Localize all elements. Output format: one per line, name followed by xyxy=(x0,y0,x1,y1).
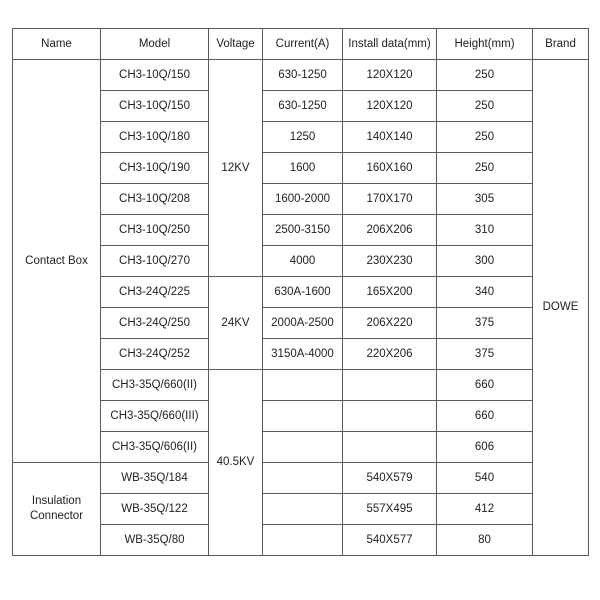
height-cell: 660 xyxy=(437,401,533,432)
table-row xyxy=(13,463,589,494)
model-cell: CH3-10Q/180 xyxy=(101,122,209,153)
install-cell: 540X579 xyxy=(343,463,437,494)
model-cell: CH3-24Q/252 xyxy=(101,339,209,370)
install-cell xyxy=(343,370,437,401)
height-cell: 80 xyxy=(437,525,533,556)
install-cell: 170X170 xyxy=(343,184,437,215)
model-cell: CH3-35Q/660(II) xyxy=(101,370,209,401)
header-current: Current(A) xyxy=(263,29,343,60)
model-cell: CH3-24Q/225 xyxy=(101,277,209,308)
header-install: Install data(mm) xyxy=(343,29,437,60)
current-cell xyxy=(263,525,343,556)
current-cell: 3150A-4000 xyxy=(263,339,343,370)
height-cell: 375 xyxy=(437,339,533,370)
table-row xyxy=(13,60,589,91)
header-model: Model xyxy=(101,29,209,60)
current-cell: 1600-2000 xyxy=(263,184,343,215)
model-cell: CH3-10Q/250 xyxy=(101,215,209,246)
install-cell: 140X140 xyxy=(343,122,437,153)
height-cell: 660 xyxy=(437,370,533,401)
install-cell: 220X206 xyxy=(343,339,437,370)
current-cell xyxy=(263,401,343,432)
current-cell: 630A-1600 xyxy=(263,277,343,308)
model-cell: CH3-10Q/270 xyxy=(101,246,209,277)
height-cell: 540 xyxy=(437,463,533,494)
height-cell: 340 xyxy=(437,277,533,308)
height-cell: 310 xyxy=(437,215,533,246)
install-cell: 165X200 xyxy=(343,277,437,308)
header-row xyxy=(13,29,589,60)
install-cell xyxy=(343,401,437,432)
height-cell: 300 xyxy=(437,246,533,277)
header-brand: Brand xyxy=(533,29,589,60)
install-cell: 206X220 xyxy=(343,308,437,339)
height-cell: 250 xyxy=(437,60,533,91)
group-name-contact-box: Contact Box xyxy=(13,60,101,463)
current-cell xyxy=(263,370,343,401)
height-cell: 250 xyxy=(437,91,533,122)
model-cell: WB-35Q/122 xyxy=(101,494,209,525)
header-height: Height(mm) xyxy=(437,29,533,60)
current-cell: 2000A-2500 xyxy=(263,308,343,339)
model-cell: CH3-10Q/208 xyxy=(101,184,209,215)
current-cell xyxy=(263,494,343,525)
model-cell: CH3-35Q/606(II) xyxy=(101,432,209,463)
group-name-line: Connector xyxy=(29,510,84,522)
install-cell: 120X120 xyxy=(343,60,437,91)
height-cell: 305 xyxy=(437,184,533,215)
current-cell: 4000 xyxy=(263,246,343,277)
group-name-insulation-connector xyxy=(13,463,101,556)
install-cell: 206X206 xyxy=(343,215,437,246)
current-cell: 1600 xyxy=(263,153,343,184)
spec-table xyxy=(12,28,589,556)
current-cell: 2500-3150 xyxy=(263,215,343,246)
current-cell: 1250 xyxy=(263,122,343,153)
model-cell: CH3-10Q/190 xyxy=(101,153,209,184)
current-cell: 630-1250 xyxy=(263,60,343,91)
header-name: Name xyxy=(13,29,101,60)
install-cell: 160X160 xyxy=(343,153,437,184)
height-cell: 412 xyxy=(437,494,533,525)
header-voltage: Voltage xyxy=(209,29,263,60)
install-cell: 230X230 xyxy=(343,246,437,277)
model-cell: CH3-10Q/150 xyxy=(101,60,209,91)
group-name-line: Insulation xyxy=(31,495,82,508)
model-cell: CH3-35Q/660(III) xyxy=(101,401,209,432)
current-cell xyxy=(263,463,343,494)
model-cell: WB-35Q/80 xyxy=(101,525,209,556)
height-cell: 375 xyxy=(437,308,533,339)
height-cell: 250 xyxy=(437,122,533,153)
install-cell: 557X495 xyxy=(343,494,437,525)
height-cell: 606 xyxy=(437,432,533,463)
height-cell: 250 xyxy=(437,153,533,184)
voltage-cell-40-5kv: 40.5KV xyxy=(209,370,263,556)
voltage-cell-12kv: 12KV xyxy=(209,60,263,277)
current-cell xyxy=(263,432,343,463)
install-cell xyxy=(343,432,437,463)
current-cell: 630-1250 xyxy=(263,91,343,122)
voltage-cell-24kv: 24KV xyxy=(209,277,263,370)
model-cell: WB-35Q/184 xyxy=(101,463,209,494)
model-cell: CH3-24Q/250 xyxy=(101,308,209,339)
install-cell: 540X577 xyxy=(343,525,437,556)
install-cell: 120X120 xyxy=(343,91,437,122)
model-cell: CH3-10Q/150 xyxy=(101,91,209,122)
brand-cell: DOWE xyxy=(533,60,589,556)
